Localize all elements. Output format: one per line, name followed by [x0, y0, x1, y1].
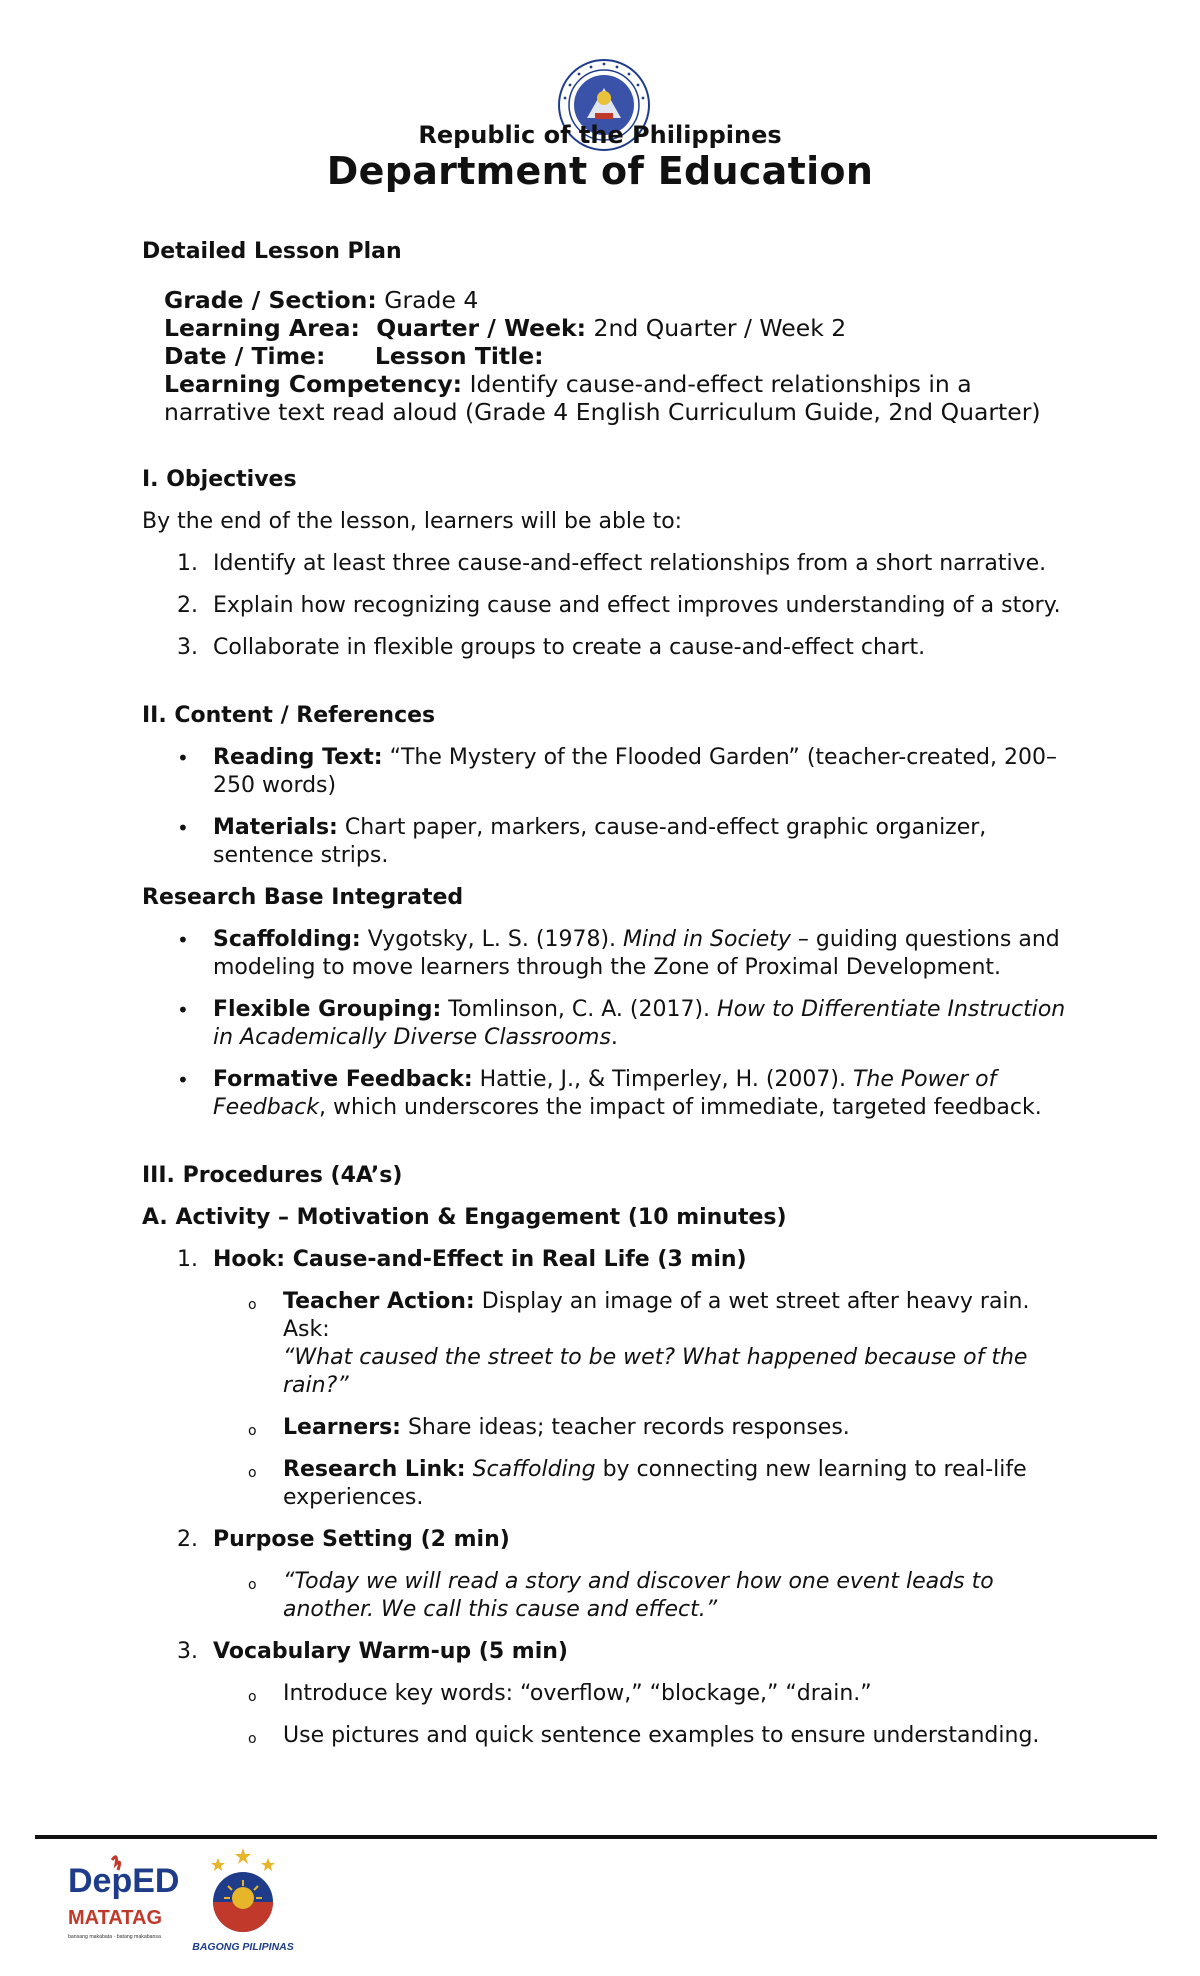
purpose-quote: “Today we will read a story and discover how one event leads to another. We call this cause and effect.”	[283, 1569, 994, 1622]
grade-row	[164, 286, 1082, 314]
document-body	[142, 238, 1082, 1750]
sub-item	[142, 1568, 1082, 1624]
content-item	[142, 744, 1082, 800]
circle-bullet-icon: o	[248, 1465, 257, 1481]
step-number: 3.	[177, 1639, 198, 1664]
activity-heading: A. Activity – Motivation & Engagement (10 minutes)	[142, 1205, 787, 1230]
item-text: .	[610, 1025, 618, 1050]
procedure-step	[142, 1638, 1082, 1666]
sub-item	[142, 1414, 1082, 1442]
lesson-title-label: Lesson Title:	[374, 342, 544, 370]
republic-heading: Republic of the Philippines	[418, 121, 782, 149]
item-book-title: How to Differentiate Instruction in Academically Diverse Classrooms	[213, 997, 1066, 1050]
step-number: 1.	[177, 1247, 198, 1272]
sub-item-text: Use pictures and quick sentence examples to ensure understanding.	[283, 1723, 1040, 1748]
bullet-icon: •	[177, 746, 189, 770]
procedures-heading: III. Procedures (4A’s)	[142, 1163, 403, 1188]
sub-item-text: by connecting new learning to real-life experiences.	[283, 1457, 1027, 1510]
item-citation: Vygotsky, L. S. (1978).	[367, 927, 617, 952]
department-heading: Department of Education	[326, 149, 874, 193]
bagong-pilipinas-text: BAGONG PILIPINAS	[192, 1941, 294, 1953]
bullet-icon: •	[177, 1068, 189, 1092]
circle-bullet-icon: o	[248, 1731, 257, 1747]
objectives-heading: I. Objectives	[142, 467, 297, 492]
grade-value: Grade 4	[384, 286, 479, 314]
sub-item	[142, 1288, 1082, 1400]
item-number: 3.	[177, 635, 198, 660]
item-label: Reading Text:	[213, 745, 383, 770]
item-label: Materials:	[213, 815, 338, 840]
sub-item-label: Learners:	[283, 1415, 401, 1440]
item-number: 1.	[177, 551, 198, 576]
item-label: Scaffolding:	[213, 927, 361, 952]
competency-row	[164, 370, 1082, 426]
objectives-intro: By the end of the lesson, learners will be able to:	[142, 509, 683, 534]
item-text: – guiding questions and modeling to move learners through the Zone of Proximal Development.	[213, 927, 1060, 980]
sub-item-label: Research Link:	[283, 1457, 466, 1482]
item-text: Collaborate in flexible groups to create a cause-and-effect chart.	[213, 635, 926, 660]
lesson-info-block	[142, 286, 1082, 426]
research-item	[142, 926, 1082, 982]
circle-bullet-icon: o	[248, 1297, 257, 1313]
sub-item-text: Display an image of a wet street after heavy rain. Ask:	[283, 1289, 1030, 1342]
item-text: “The Mystery of the Flooded Garden” (teacher-created, 200–250 words)	[213, 745, 1057, 798]
date-label: Date / Time:	[164, 342, 326, 370]
procedure-step	[142, 1526, 1082, 1554]
item-text: Chart paper, markers, cause-and-effect graphic organizer, sentence strips.	[213, 815, 987, 868]
step-number: 2.	[177, 1527, 198, 1552]
research-heading: Research Base Integrated	[142, 885, 464, 910]
matatag-tagline: bansang makabata · batang makabansa	[68, 1934, 161, 1940]
item-text: Identify at least three cause-and-effect relationships from a short narrative.	[213, 551, 1047, 576]
item-citation: Hattie, J., & Timperley, H. (2007).	[479, 1067, 846, 1092]
item-label: Flexible Grouping:	[213, 997, 442, 1022]
bullet-icon: •	[177, 816, 189, 840]
step-title: Hook: Cause-and-Effect in Real Life (3 min)	[213, 1247, 747, 1272]
area-value: 2nd Quarter / Week 2	[593, 314, 847, 342]
item-text: Explain how recognizing cause and effect improves understanding of a story.	[213, 593, 1061, 618]
item-number: 2.	[177, 593, 198, 618]
matatag-text: MATATAG	[68, 1907, 163, 1929]
circle-bullet-icon: o	[248, 1577, 257, 1593]
teacher-question-quote: “What caused the street to be wet? What happened because of the rain?”	[283, 1345, 1028, 1398]
area-label: Learning Area: Quarter / Week:	[164, 314, 587, 342]
grade-label: Grade / Section:	[164, 286, 377, 314]
deped-logo-text: DepED	[68, 1862, 180, 1900]
sub-item-line	[283, 1288, 1082, 1344]
sub-item	[142, 1680, 1082, 1708]
content-heading: II. Content / References	[142, 703, 436, 728]
step-title: Vocabulary Warm-up (5 min)	[213, 1639, 568, 1664]
item-book-title: The Power of Feedback	[213, 1067, 997, 1120]
sub-item-text: Introduce key words: “overflow,” “blockage,” “drain.”	[283, 1681, 872, 1706]
objective-item	[142, 592, 1082, 620]
bagong-pilipinas-logo	[188, 1846, 298, 1958]
research-item	[142, 1066, 1082, 1122]
area-row	[164, 314, 1082, 342]
document-title: Detailed Lesson Plan	[142, 239, 402, 264]
bullet-icon: •	[177, 998, 189, 1022]
sub-item-label: Teacher Action:	[283, 1289, 475, 1314]
objective-item	[142, 634, 1082, 662]
item-text: , which underscores the impact of immediate, targeted feedback.	[318, 1095, 1042, 1120]
competency-value: Identify cause-and-effect relationships in a narrative text read aloud (Grade 4 English Curriculum Guide, 2nd Quarter)	[164, 370, 1041, 426]
objective-item	[142, 550, 1082, 578]
date-row	[164, 342, 1082, 370]
item-book-title: Mind in Society	[623, 927, 791, 952]
sub-item-emphasis: Scaffolding	[472, 1457, 596, 1482]
research-item	[142, 996, 1082, 1052]
bullet-icon: •	[177, 928, 189, 952]
competency-label: Learning Competency:	[164, 370, 463, 398]
circle-bullet-icon: o	[248, 1423, 257, 1439]
sub-item-text: Share ideas; teacher records responses.	[407, 1415, 850, 1440]
step-title: Purpose Setting (2 min)	[213, 1527, 510, 1552]
item-label: Formative Feedback:	[213, 1067, 473, 1092]
content-item	[142, 814, 1082, 870]
item-citation: Tomlinson, C. A. (2017).	[448, 997, 711, 1022]
circle-bullet-icon: o	[248, 1689, 257, 1705]
footer-divider	[35, 1835, 1157, 1839]
procedure-step	[142, 1246, 1082, 1274]
deped-matatag-logo	[66, 1850, 186, 1955]
sub-item	[142, 1722, 1082, 1750]
sub-item	[142, 1456, 1082, 1512]
